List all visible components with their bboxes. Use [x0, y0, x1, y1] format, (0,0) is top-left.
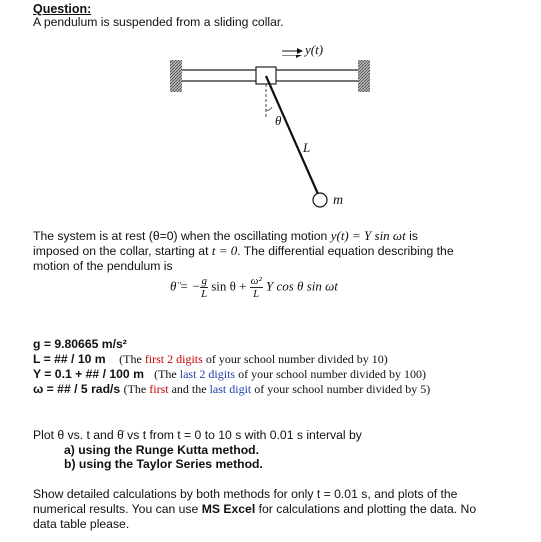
differential-equation: θ̈ = − $\frac{g}{L}$ sin θ + $\frac{\text{ω²}}{L}$ Y cos θ sin ωt [170, 275, 338, 300]
arrow-shaft [282, 47, 304, 55]
closing-line-2: numerical results. You can use MS Excel for calculations and plotting the data. No [33, 502, 477, 516]
pendulum-rod [266, 76, 318, 194]
mass-label: m [333, 193, 344, 208]
pendulum-mass [313, 193, 327, 207]
description-line-2: imposed on the collar, starting at t = 0. The differential equation describing the [33, 243, 454, 258]
arrow-head-icon [297, 48, 303, 54]
param-g: g = 9.80665 m/s² [33, 337, 127, 351]
closing-line-1: Show detailed calculations by both methods for only t = 0.01 s, and plots of the [33, 487, 458, 501]
param-omega: ω = ## / 5 rad/s (The first and the last digit of your school number divided by 5) [33, 382, 431, 396]
length-label: L [303, 140, 311, 155]
param-L: L = ## / 10 m (The first 2 digits of your school number divided by 10) [33, 352, 388, 366]
angle-arc [266, 107, 272, 110]
arrow-icon [296, 55, 302, 58]
sliding-collar [256, 67, 276, 84]
description-line-3: motion of the pendulum is [33, 259, 173, 273]
param-Y: Y = 0.1 + ## / 100 m (The last 2 digits of your school number divided by 100) [33, 367, 427, 381]
y-label: y(t) [305, 42, 324, 57]
pendulum-diagram [160, 55, 380, 215]
description-line-1: The system is at rest (θ=0) when the oscillating motion y(t) = Y sin ωt is [33, 228, 418, 243]
method-taylor-series: b) using the Taylor Series method. [64, 457, 263, 471]
question-title: Question: [33, 2, 92, 16]
closing-line-3: data table please. [33, 517, 130, 531]
right-wall [358, 60, 370, 92]
plot-instruction: Plot θ vs. t and θ̇ vs t from t = 0 to 10 s with 0.01 s interval by [33, 428, 362, 442]
question-subtitle: A pendulum is suspended from a sliding collar. [33, 15, 284, 29]
left-wall [170, 60, 182, 92]
method-runge-kutta: a) using the Runge Kutta method. [64, 443, 259, 457]
theta-label: θ [275, 113, 282, 128]
